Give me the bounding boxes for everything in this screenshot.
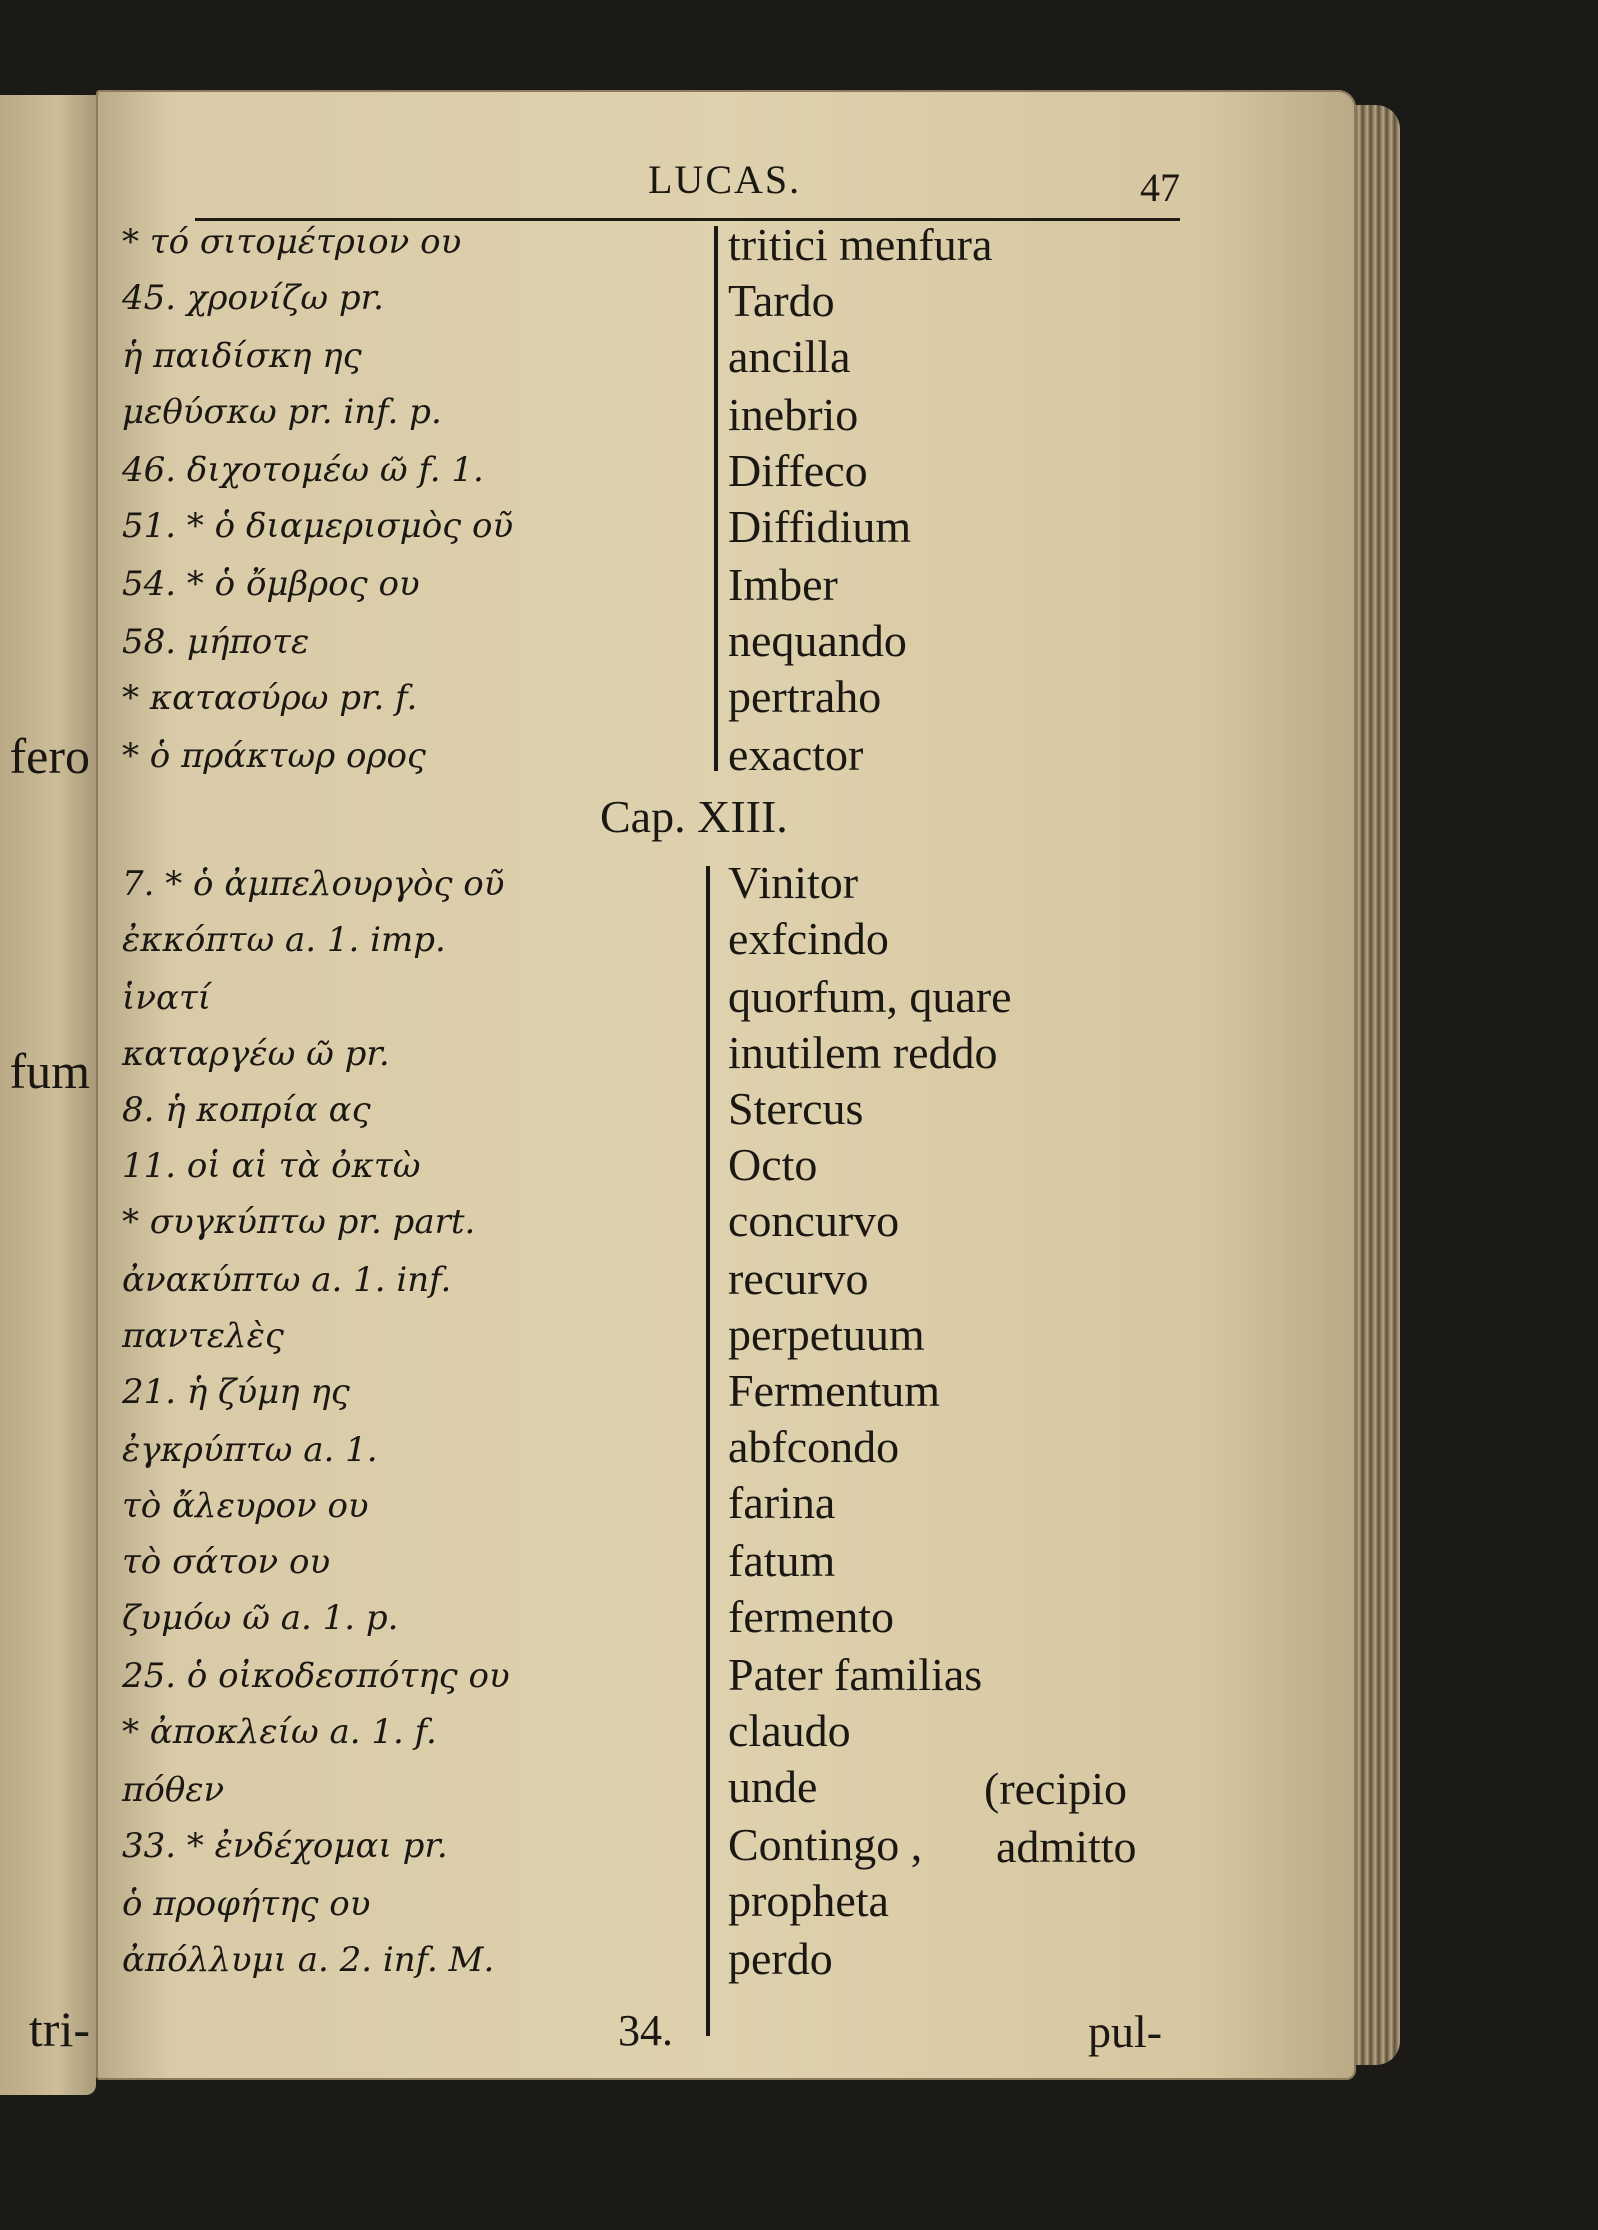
- greek-term: 7. * ὁ ἀμπελουργὸς οῦ: [122, 864, 505, 904]
- chapter-heading: Cap. XIII.: [600, 791, 788, 842]
- latin-gloss: claudo: [728, 1705, 851, 1756]
- latin-gloss: tritici menfura: [728, 219, 993, 270]
- latin-gloss: Contingo ,: [728, 1819, 923, 1870]
- greek-term: 46. διχοτομέω ῶ f. 1.: [122, 450, 484, 490]
- latin-gloss: nequando: [728, 615, 907, 666]
- column-divider: [714, 226, 718, 771]
- previous-page-word: fum: [9, 1043, 90, 1099]
- latin-gloss: exactor: [728, 729, 864, 780]
- greek-term: * τό σιτομέτριον ου: [122, 222, 462, 262]
- greek-term: τὸ ἄλευρον ου: [122, 1486, 369, 1526]
- latin-gloss: Imber: [728, 559, 838, 610]
- greek-term: παντελὲς: [122, 1316, 284, 1356]
- greek-term: καταργέω ῶ pr.: [122, 1034, 390, 1074]
- greek-term: ἐκκόπτω a. 1. imp.: [122, 920, 446, 960]
- latin-gloss: perdo: [728, 1933, 833, 1984]
- column-divider: [706, 866, 710, 2036]
- previous-page-word: tri-: [28, 2001, 90, 2057]
- greek-term: * ὁ πράκτωρ ορος: [122, 736, 426, 776]
- greek-term: ἱνατί: [122, 978, 212, 1018]
- previous-page-edge: [0, 95, 96, 2095]
- latin-gloss: farina: [728, 1477, 836, 1528]
- greek-term: 51. * ὁ διαμερισμὸς οῦ: [122, 506, 514, 546]
- greek-term: 54. * ὁ ὄμβρος ου: [122, 564, 420, 604]
- greek-term: 45. χρονίζω pr.: [122, 278, 384, 318]
- latin-gloss: inebrio: [728, 389, 859, 440]
- running-title: LUCAS.: [648, 157, 802, 202]
- side-note: admitto: [996, 1821, 1137, 1872]
- latin-gloss: concurvo: [728, 1195, 900, 1246]
- greek-term: * ἀποκλείω a. 1. f.: [122, 1712, 437, 1752]
- header-rule: [195, 218, 1180, 221]
- latin-gloss: Tardo: [728, 275, 835, 326]
- greek-term: 58. μήποτε: [122, 622, 310, 662]
- greek-term: ἀνακύπτω a. 1. inf.: [122, 1260, 452, 1300]
- greek-term: ἐγκρύπτω a. 1.: [122, 1430, 378, 1470]
- greek-term: 8. ἡ κοπρία ας: [122, 1090, 371, 1130]
- catchword: pul-: [1088, 2006, 1163, 2057]
- latin-gloss: Stercus: [728, 1083, 864, 1134]
- previous-page-word: fero: [9, 728, 90, 784]
- greek-term: τὸ σάτον ου: [122, 1542, 331, 1582]
- page-header: [200, 150, 1180, 210]
- latin-gloss: quorfum, quare: [728, 971, 1012, 1022]
- latin-gloss: abfcondo: [728, 1421, 900, 1472]
- greek-term: ζυμόω ῶ a. 1. p.: [122, 1598, 399, 1638]
- latin-gloss: propheta: [728, 1875, 889, 1926]
- verse-number: 34.: [618, 2006, 673, 2055]
- latin-gloss: Vinitor: [728, 857, 859, 908]
- latin-gloss: perpetuum: [728, 1309, 925, 1360]
- greek-term: ὁ προφήτης ου: [122, 1884, 371, 1924]
- latin-gloss: fermento: [728, 1591, 895, 1642]
- greek-term: ἡ παιδίσκη ης: [122, 336, 362, 376]
- greek-term: 33. * ἐνδέχομαι pr.: [122, 1826, 448, 1866]
- latin-gloss: ancilla: [728, 331, 851, 382]
- latin-gloss: unde: [728, 1761, 818, 1812]
- latin-gloss: fatum: [728, 1535, 836, 1586]
- latin-gloss: recurvo: [728, 1253, 869, 1304]
- latin-gloss: Diffidium: [728, 501, 912, 552]
- greek-term: 25. ὁ οἰκοδεσπότης ου: [122, 1656, 510, 1696]
- greek-term: * κατασύρω pr. f.: [122, 678, 418, 718]
- latin-gloss: inutilem reddo: [728, 1027, 998, 1078]
- greek-term: * συγκύπτω pr. part.: [122, 1202, 476, 1242]
- page-number: 47: [1140, 165, 1180, 210]
- latin-gloss: Diffeco: [728, 445, 868, 496]
- greek-term: 21. ἡ ζύμη ης: [122, 1372, 350, 1412]
- greek-term: 11. οἱ αἱ τὰ ὀκτὼ: [122, 1146, 421, 1186]
- greek-term: ἀπόλλυμι a. 2. inf. M.: [122, 1940, 495, 1980]
- latin-gloss: Fermentum: [728, 1365, 941, 1416]
- latin-gloss: pertraho: [728, 671, 882, 722]
- latin-gloss: exfcindo: [728, 913, 889, 964]
- latin-gloss: Pater familias: [728, 1649, 983, 1700]
- side-note: (recipio: [984, 1763, 1128, 1814]
- greek-term: πόθεν: [122, 1770, 225, 1810]
- latin-gloss: Octo: [728, 1139, 818, 1190]
- greek-term: μεθύσκω pr. inf. p.: [122, 392, 442, 432]
